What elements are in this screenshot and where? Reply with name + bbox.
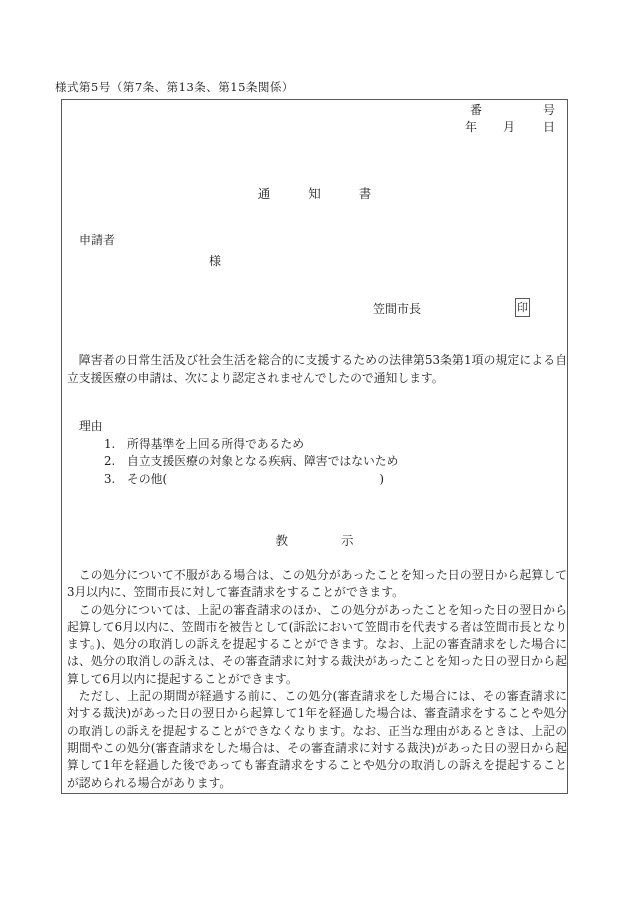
doc-number-suffix: 号 xyxy=(543,103,556,117)
reason-item: 3. その他( ) xyxy=(104,472,384,487)
instruction-paragraph: この処分については、上記の審査請求のほか、この処分があったことを知った日の翌日から起算して6月以内に、笠間市を被告として(訴訟において笠間市を代表する者は笠間市長となります。)、処分の取消しの訴えを提起することができます。なお、上記の審査請求をした場合には、処分の取消しの訴えは、その審査請求に対する裁決があったことを知った日の翌日から起算して6月以内に提起することができます。 xyxy=(67,602,567,686)
form-number-label: 様式第5号（第7条、第13条、第15条関係） xyxy=(55,80,294,94)
reason-item: 1. 所得基準を上回る所得であるため xyxy=(104,436,305,451)
instruction-paragraph: この処分について不服がある場合は、この処分があったことを知った日の翌日から起算して3月以内に、笠間市長に対して審査請求をすることができます。 xyxy=(67,568,567,600)
reasons-section xyxy=(79,418,398,489)
addressee-honorific: 様 xyxy=(209,254,222,268)
seal-mark: 印 xyxy=(515,298,530,317)
doc-number-label: 番 xyxy=(470,103,483,117)
instruction-paragraph: ただし、上記の期間が経過する前に、この処分(審査請求をした場合には、その審査請求に対する裁決)があった日の翌日から起算して1年を経過した場合は、審査請求をすることや処分の取消しの訴えを提起することができなくなります。なお、正当な理由があるときは、上記の期間やこの処分(審査請求をした場合は、その審査請求に対する裁決)があった日の翌日から起算して1年を経過した後であっても審査請求をすることや処分の取消しの訴えを提起することが認められる場合があります。 xyxy=(67,689,567,790)
sender-name: 笠間市長 xyxy=(373,302,422,316)
date-month-label: 月 xyxy=(503,120,516,134)
date-day-label: 日 xyxy=(543,120,556,134)
reason-item: 2. 自立支援医療の対象となる疾病、障害ではないため xyxy=(104,454,399,469)
instruction-body xyxy=(67,567,567,792)
document-frame xyxy=(61,99,568,794)
applicant-label: 申請者 xyxy=(79,233,116,247)
reasons-label: 理由 xyxy=(79,419,103,433)
instruction-heading: 教示 xyxy=(275,533,407,548)
reasons-list xyxy=(79,436,398,489)
date-year-label: 年 xyxy=(465,120,478,134)
notification-body-text: 障害者の日常生活及び社会生活を総合的に支援するための法律第53条第1項の規定による自立支援医療の申請は、次により認定されませんでしたので通知します。 xyxy=(67,353,567,385)
document-title: 通知書 xyxy=(257,186,410,201)
